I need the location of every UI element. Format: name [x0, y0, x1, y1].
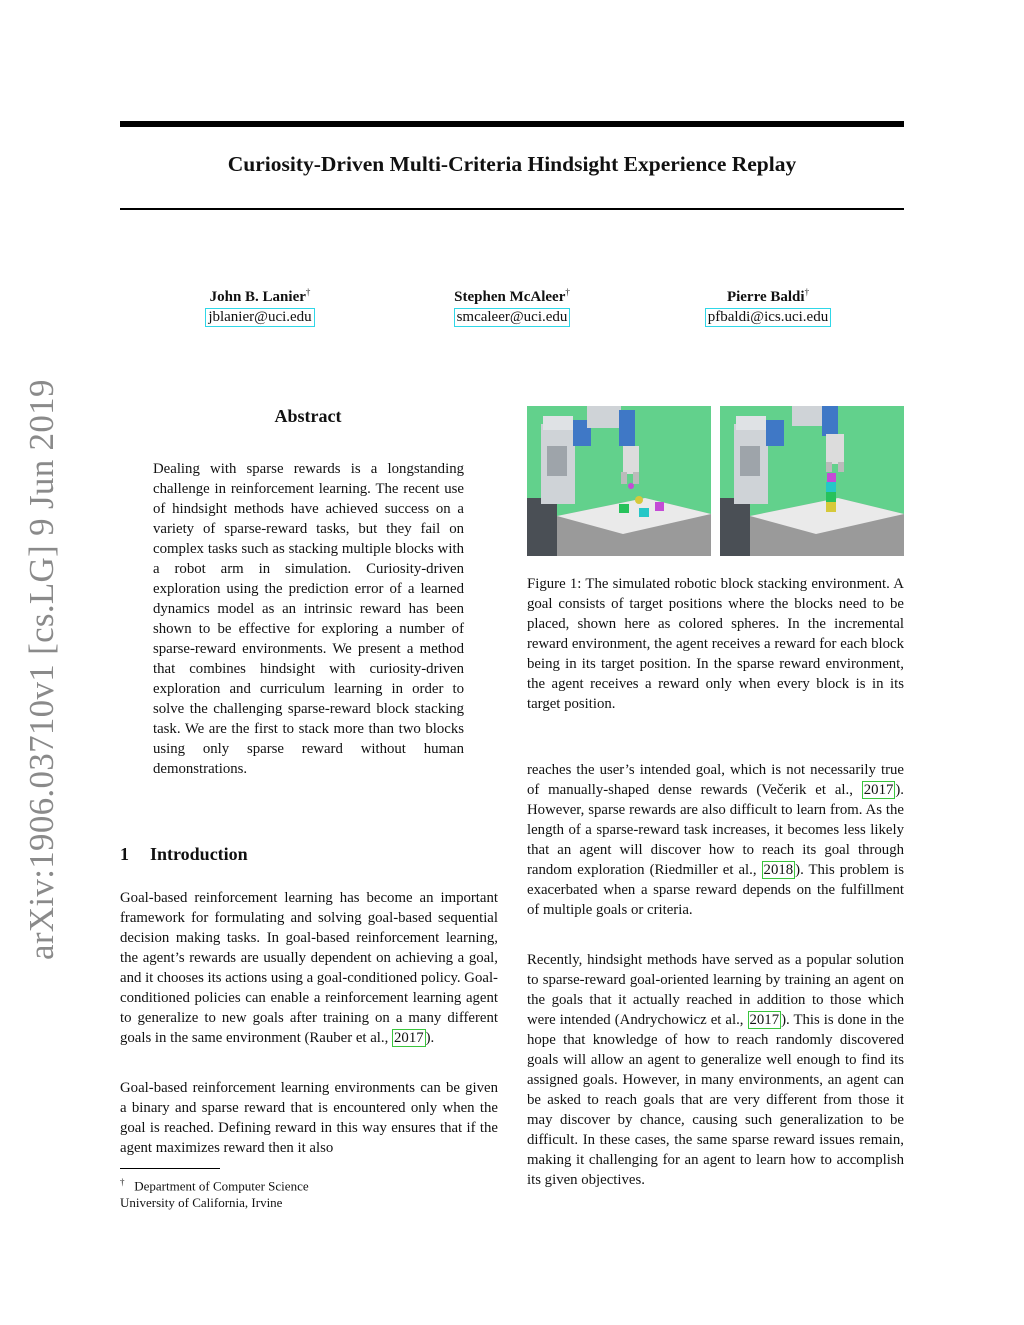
title-rule-top	[120, 121, 904, 127]
paragraph-text: Recently, hindsight methods have served as a popular solution to sparse-reward goal-oriented learning by training an agent on the goals that it actually reached in addition to those which were intended (Andrychowicz et al.,	[527, 952, 904, 1028]
footnote-mark: †	[120, 1177, 125, 1187]
abstract-text: Dealing with sparse rewards is a longstanding challenge in reinforcement learning. The recent use of hindsight methods have achieved success on a variety of sparse-reward tasks, but they fail on complex tasks such as stacking multiple blocks with a robot arm in simulation. Curiosity-driven exploration using the prediction error of a learned dynamics model as an intrinsic reward has been shown to be effective for exploring a number of sparse-reward environments. We present a method that combines hindsight with curiosity-driven exploration and curriculum learning in order to solve the challenging sparse-reward block stacking task. We are the first to stack more than two blocks using only sparse reward without human demonstrations.	[153, 461, 464, 777]
footnote-line-1: Department of Computer Science	[134, 1178, 309, 1194]
citation-link[interactable]: 2017	[394, 1030, 424, 1046]
author-name: Pierre Baldi	[726, 289, 805, 305]
robot-sim-image	[720, 406, 904, 556]
footnote	[120, 1174, 500, 1211]
footnote-rule	[120, 1168, 220, 1169]
intro-paragraph-2	[120, 1078, 498, 1158]
paragraph-text: ).	[425, 1030, 435, 1046]
footnote-line-2: University of California, Irvine	[120, 1195, 283, 1211]
section-title: Introduction	[150, 844, 248, 864]
author-mark: †	[565, 287, 570, 297]
figure-1-panel-right	[720, 406, 904, 556]
figure-1-panel-left	[527, 406, 711, 556]
right-paragraph-2	[527, 950, 904, 1190]
paragraph-text: ). This problem is exacerbated when a sparse reward depends on the fulfillment of multiple goals or criteria.	[527, 862, 904, 918]
author-name: Stephen McAleer	[454, 289, 566, 305]
author-2	[412, 287, 612, 327]
paragraph-text: ). This is done in the hope that knowledge of how to reach randomly discovered goals will allow an agent to generalize well enough to find its assigned goals. However, in many environments, an agent can be asked to reach goals that are very different from those it may discover by chance, causing such generalization to be difficult. In these cases, the same sparse reward issues remain, making it challenging for an agent to learn how to accomplish its given objectives.	[527, 1012, 904, 1188]
author-name: John B. Lanier	[209, 289, 306, 305]
author-mark: †	[305, 287, 311, 297]
paper-title: Curiosity-Driven Multi-Criteria Hindsight Experience Replay	[227, 152, 797, 176]
author-3	[668, 287, 868, 327]
author-mark: †	[804, 287, 810, 297]
intro-paragraph-1	[120, 888, 498, 1048]
paragraph-text: Goal-based reinforcement learning has become an important framework for formulating and solving goal-based sequential decision making tasks. In goal-based reinforcement learning, the agent’s rewards are usually dependent on achieving a goal, and it chooses its actions using a goal-conditioned policy. Goal-conditioned policies can enable a reinforcement learning agent to generalize to new goals after training on a many different goals in the same environment (Rauber et al.,	[120, 890, 498, 1046]
citation-link[interactable]: 2017	[749, 1012, 780, 1028]
citation-link[interactable]: 2018	[763, 862, 794, 878]
title-rule-bottom	[120, 208, 904, 210]
arxiv-side-label: arXiv:1906.03710v1 [cs.LG] 9 Jun 2019	[22, 379, 61, 960]
right-paragraph-1	[527, 760, 904, 920]
author-email-link[interactable]: pfbaldi@ics.uci.edu	[705, 308, 831, 327]
abstract-heading: Abstract	[274, 406, 342, 426]
citation-link[interactable]: 2017	[863, 782, 894, 798]
paragraph-text: ). However, sparse rewards are also difficult to learn from. As the length of a sparse-reward task increases, it becomes less likely that an agent will discover how to reach its goal through random exploration (Riedmiller et al.,	[527, 782, 904, 878]
robot-sim-image	[527, 406, 711, 556]
section-heading	[120, 844, 248, 865]
paragraph-text: Goal-based reinforcement learning environments can be given a binary and sparse reward that is encountered only when the goal is reached. Defining reward in this way ensures that if the agent maximizes reward then it also	[120, 1080, 498, 1156]
author-email-link[interactable]: jblanier@uci.edu	[205, 308, 314, 327]
author-1	[160, 287, 360, 327]
section-number: 1	[120, 844, 129, 864]
author-email-link[interactable]: smcaleer@uci.edu	[454, 308, 571, 327]
figure-1-caption: Figure 1: The simulated robotic block stacking environment. A goal consists of target positions where the blocks need to be placed, shown here as colored spheres. In the incremental reward environment, the agent receives a reward for each block being in its target position. In the sparse reward environment, the agent receives a reward only when every block is in its target position.	[527, 576, 904, 712]
paragraph-text: reaches the user’s intended goal, which is not necessarily true of manually-shaped dense rewards (Večerik et al.,	[527, 762, 904, 798]
